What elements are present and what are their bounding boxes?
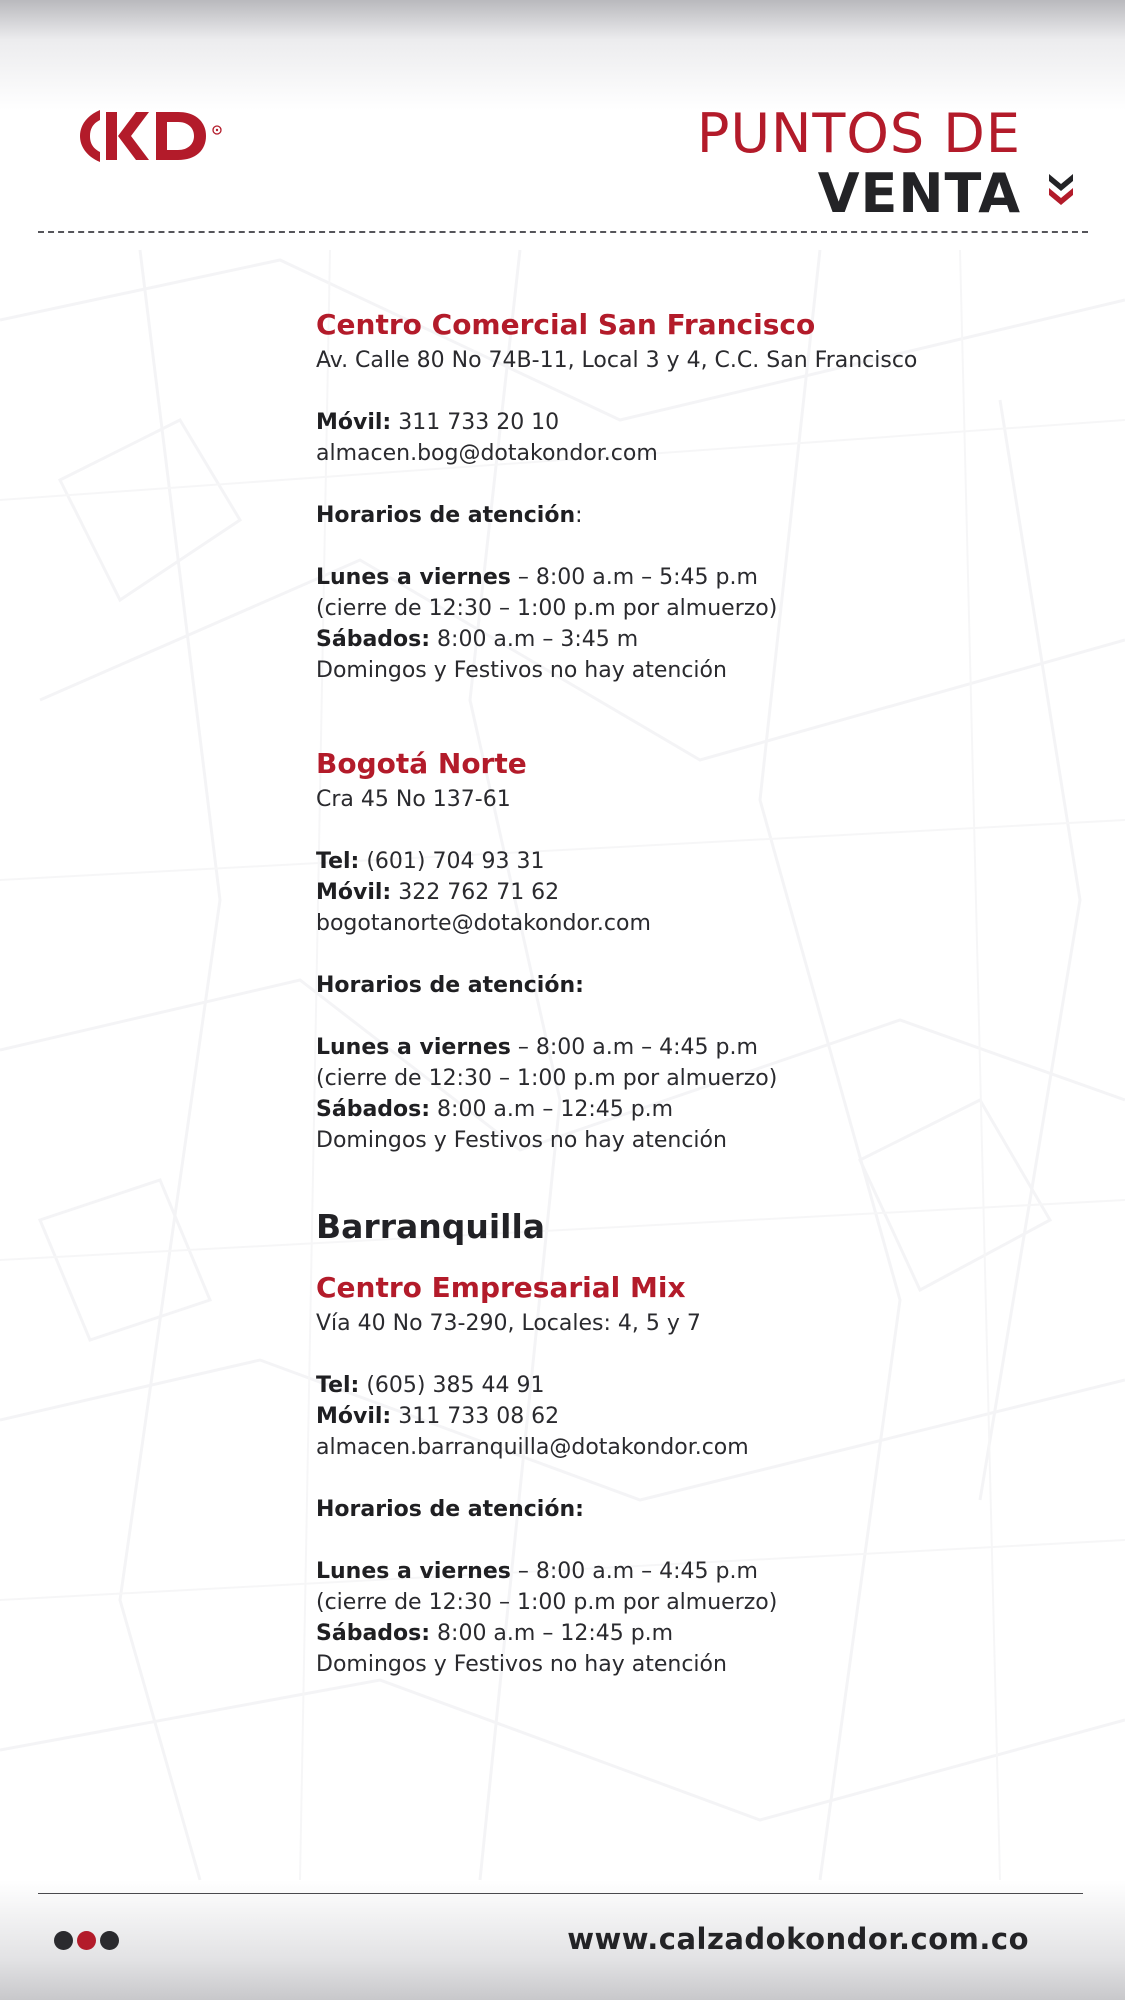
store-phone	[316, 846, 1076, 877]
dot-2	[77, 1931, 96, 1950]
hours-weekdays: Lunes a viernes – 8:00 a.m – 4:45 p.m	[316, 1035, 758, 1060]
store-email[interactable]: almacen.barranquilla@dotakondor.com	[316, 1435, 749, 1460]
store-address: Cra 45 No 137-61	[316, 787, 511, 812]
city-heading: Barranquilla	[316, 1207, 546, 1246]
mobile-number[interactable]: 311 733 20 10	[391, 410, 560, 435]
phone-label: Tel:	[316, 849, 360, 874]
hours-lunch: (cierre de 12:30 – 1:00 p.m por almuerzo)	[316, 1590, 778, 1615]
hours-saturday: Sábados: 8:00 a.m – 3:45 m	[316, 627, 639, 652]
store-mobile	[316, 1401, 1076, 1432]
store-email[interactable]: bogotanorte@dotakondor.com	[316, 911, 651, 936]
mobile-label: Móvil:	[316, 410, 392, 435]
hours-closed: Domingos y Festivos no hay atención	[316, 658, 727, 683]
mobile-label: Móvil:	[316, 880, 392, 905]
page-title	[697, 104, 1021, 224]
dot-3	[100, 1931, 119, 1950]
store-list	[316, 305, 1076, 1680]
pagination-dots-icon	[54, 1931, 119, 1951]
footer-divider	[38, 1893, 1083, 1894]
store-mobile	[316, 407, 1076, 438]
mobile-number[interactable]: 311 733 08 62	[391, 1404, 560, 1429]
store-phone	[316, 1370, 1076, 1401]
hours-saturday: Sábados: 8:00 a.m – 12:45 p.m	[316, 1621, 674, 1646]
hours-saturday: Sábados: 8:00 a.m – 12:45 p.m	[316, 1097, 674, 1122]
store-name: Bogotá Norte	[316, 747, 527, 780]
hours-weekdays: Lunes a viernes – 8:00 a.m – 5:45 p.m	[316, 565, 758, 590]
hours-lunch: (cierre de 12:30 – 1:00 p.m por almuerzo)	[316, 1066, 778, 1091]
hours-title: Horarios de atención:	[316, 973, 584, 998]
store-entry	[316, 305, 1076, 686]
store-name: Centro Comercial San Francisco	[316, 308, 816, 341]
hours-closed: Domingos y Festivos no hay atención	[316, 1128, 727, 1153]
store-entry	[316, 744, 1076, 1156]
mobile-label: Móvil:	[316, 1404, 392, 1429]
hours-weekdays: Lunes a viernes – 8:00 a.m – 4:45 p.m	[316, 1559, 758, 1584]
double-chevron-down-icon	[1047, 170, 1075, 208]
dot-1	[54, 1931, 73, 1950]
phone-number[interactable]: (601) 704 93 31	[359, 849, 545, 874]
store-mobile	[316, 877, 1076, 908]
store-entry	[316, 1204, 1076, 1680]
title-line-1: PUNTOS DE	[696, 102, 1021, 165]
kd-logo	[78, 108, 228, 164]
header-divider	[38, 231, 1088, 233]
store-email[interactable]: almacen.bog@dotakondor.com	[316, 441, 658, 466]
title-line-2: VENTA	[817, 162, 1021, 225]
store-address: Vía 40 No 73-290, Locales: 4, 5 y 7	[316, 1311, 701, 1336]
hours-closed: Domingos y Festivos no hay atención	[316, 1652, 727, 1677]
website-link[interactable]: www.calzadokondor.com.co	[567, 1922, 1029, 1956]
mobile-number[interactable]: 322 762 71 62	[391, 880, 560, 905]
hours-title: Horarios de atención:	[316, 1497, 584, 1522]
hours-title: Horarios de atención:	[316, 503, 583, 528]
phone-label: Tel:	[316, 1373, 360, 1398]
store-name: Centro Empresarial Mix	[316, 1271, 686, 1304]
store-address: Av. Calle 80 No 74B-11, Local 3 y 4, C.C. San Francisco	[316, 348, 918, 373]
hours-lunch: (cierre de 12:30 – 1:00 p.m por almuerzo)	[316, 596, 778, 621]
phone-number[interactable]: (605) 385 44 91	[359, 1373, 545, 1398]
